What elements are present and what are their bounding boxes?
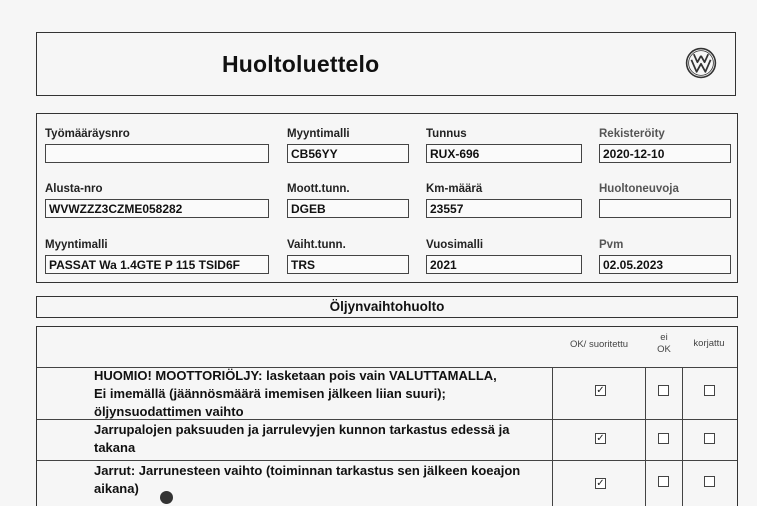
task-text-line: öljynsuodattimen vaihto: [94, 404, 244, 419]
gearbox-code-label: Vaiht.tunn.: [287, 239, 346, 251]
chassis-number-label: Alusta-nro: [45, 183, 103, 195]
ok-checkbox[interactable]: ✓: [596, 478, 605, 489]
mileage-value: 23557: [426, 199, 582, 218]
column-not-ok-line2: OK: [657, 344, 671, 355]
not-ok-checkbox[interactable]: [658, 476, 669, 487]
not-ok-checkbox[interactable]: [658, 385, 669, 396]
gearbox-code-value: TRS: [287, 255, 409, 274]
registered-date-field: [599, 127, 731, 163]
ok-checkbox[interactable]: ✓: [596, 385, 605, 396]
chassis-number-field: [45, 182, 269, 218]
column-not-ok-line1: ei: [660, 332, 668, 343]
sales-model-code-field: [287, 127, 409, 163]
registration-plate-value: RUX-696: [426, 144, 582, 163]
registration-plate-label: Tunnus: [426, 128, 467, 140]
task-text-line: Ei imemällä (jäännösmäärä imemisen jälkeen liian suuri);: [94, 386, 446, 401]
row-divider: [37, 460, 737, 461]
task-text-line: Jarrut: Jarrunesteen vaihto (toiminnan tarkastus sen jälkeen koeajon: [94, 463, 521, 478]
service-advisor-field: [599, 182, 731, 218]
sales-model-label: Myyntimalli: [45, 239, 108, 251]
header-box: [36, 32, 736, 96]
model-year-field: [426, 238, 582, 274]
date-field: [599, 238, 731, 274]
work-order-label: Työmääräysnro: [45, 128, 130, 140]
registration-plate-field: [426, 127, 582, 163]
engine-code-label: Moott.tunn.: [287, 183, 350, 195]
date-label: Pvm: [599, 239, 624, 251]
fixed-checkbox[interactable]: [704, 385, 715, 396]
mileage-label: Km-määrä: [426, 183, 483, 195]
section-title: Öljynvaihtohuolto: [36, 296, 738, 318]
checklist-item-oil: [94, 367, 497, 421]
service-advisor-label: Huoltoneuvoja: [599, 183, 679, 195]
fixed-checkbox[interactable]: [704, 433, 715, 444]
chassis-number-value: WVWZZZ3CZME058282: [45, 199, 269, 218]
work-order-value: [45, 144, 269, 163]
task-text-line: Jarrupalojen paksuuden ja jarrulevyjen kunnon tarkastus edessä ja: [94, 422, 510, 437]
registered-date-label: Rekisteröity: [599, 128, 665, 140]
model-year-label: Vuosimalli: [426, 239, 484, 251]
work-order-field: [45, 127, 269, 163]
column-divider: [552, 367, 553, 506]
bullet-dot-icon: [160, 491, 173, 504]
not-ok-checkbox[interactable]: [658, 433, 669, 444]
registered-date-value: 2020-12-10: [599, 144, 731, 163]
gearbox-code-field: [287, 238, 409, 274]
fixed-checkbox[interactable]: [704, 476, 715, 487]
vehicle-info-box: [36, 113, 738, 283]
service-advisor-value: [599, 199, 731, 218]
checklist-item-brake-pads: [94, 421, 509, 457]
column-divider: [682, 367, 683, 506]
date-value: 02.05.2023: [599, 255, 731, 274]
column-fixed: korjattu: [693, 338, 725, 349]
engine-code-field: [287, 182, 409, 218]
task-text-line: aikana): [94, 481, 139, 496]
service-checklist-table: [36, 326, 738, 506]
column-ok: OK/ suoritettu: [569, 339, 629, 350]
engine-code-value: DGEB: [287, 199, 409, 218]
sales-model-code-label: Myyntimalli: [287, 128, 350, 140]
column-divider: [645, 367, 646, 506]
vw-logo-icon: [685, 47, 717, 79]
document-title: Huoltoluettelo: [222, 51, 380, 77]
checklist-item-brake-fluid: [94, 462, 520, 498]
mileage-field: [426, 182, 582, 218]
ok-checkbox[interactable]: ✓: [596, 433, 605, 444]
model-year-value: 2021: [426, 255, 582, 274]
task-text-line: HUOMIO! MOOTTORIÖLJY: lasketaan pois vain VALUTTAMALLA,: [94, 368, 497, 383]
sales-model-code-value: CB56YY: [287, 144, 409, 163]
task-text-line: takana: [94, 440, 136, 455]
sales-model-field: [45, 238, 269, 274]
sales-model-value: PASSAT Wa 1.4GTE P 115 TSID6F: [45, 255, 269, 274]
